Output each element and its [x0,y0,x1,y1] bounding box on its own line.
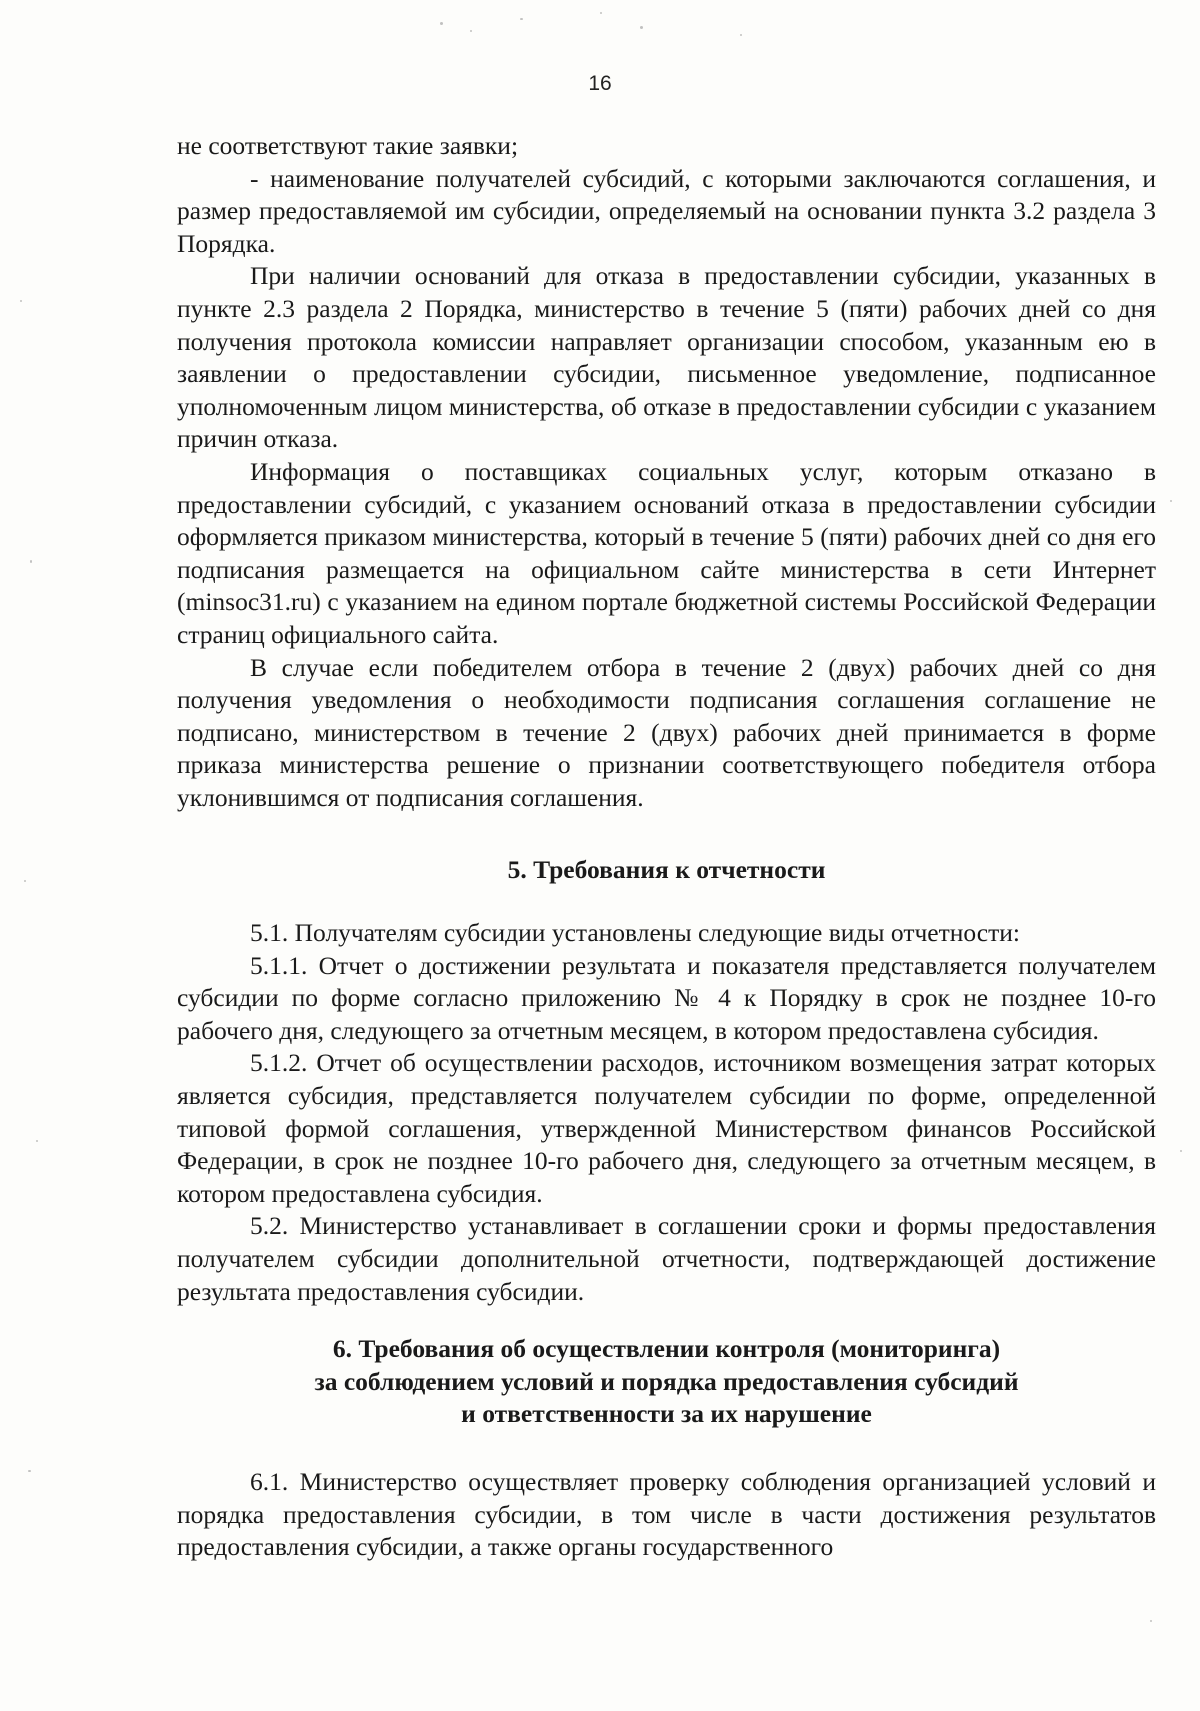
section-6-heading-line-1: 6. Требования об осуществлении контроля (мониторинга) [332,1334,1001,1364]
scan-speck [600,12,602,14]
spacer [177,887,1156,917]
paragraph-5-2: 5.2. Министерство устанавливает в соглашении сроки и формы предоставления получателем субсидии дополнительной отчетности, подтверждающей достижение результата предоставления субсидии. [177,1211,1156,1306]
paragraph-5-1: 5.1. Получателям субсидии установлены следующие виды отчетности: [250,918,1020,948]
section-6-heading-line-3: и ответственности за их нарушение [461,1399,872,1429]
paragraph-continuation: не соответствуют такие заявки; [177,131,519,160]
paragraph-recipients-list-item: - наименование получателей субсидий, с которыми заключаются соглашения, и размер предоставляемой им субсидии, определяемый на основании пункта 3.2 раздела 3 Порядка. [177,163,1156,258]
paragraph-5-1-2: 5.1.2. Отчет об осуществлении расходов, источником возмещения затрат которых является субсидия, представляется получателем субсидии по форме, определенной типовой формой соглашения, утвержденной Министерством финансов Российской Федерации, в срок не позднее 10-го рабочего дня, следующего за отчетным месяцем, в котором предоставлена субсидия. [177,1048,1156,1208]
document-body [177,130,1156,1564]
paragraph-refusal-info: Информация о поставщиках социальных услуг, которым отказано в предоставлении субсидий, с указанием оснований отказа в предоставлении субсидии оформляется приказом министерства, который в течение 5 (пяти) рабочих дней со дня его подписания размещается на официальном сайте министерства в сети Интернет (minsoc31.ru) с указанием на едином портале бюджетной системы Российской Федерации страниц официального сайта. [177,456,1156,649]
paragraph-refusal-notice: При наличии оснований для отказа в предоставлении субсидии, указанных в пункте 2.3 раздела 2 Порядка, министерство в течение 5 (пяти) рабочих дней со дня получения протокола комиссии направляет организации способом, указанным ею в заявлении о предоставлении субсидии, письменное уведомление, подписанное уполномоченным лицом министерства, об отказе в предоставлении субсидии с указанием причин отказа. [177,261,1156,454]
scan-speck [440,22,443,25]
scan-speck [1180,1150,1182,1152]
scan-speck [1170,500,1172,502]
spacer [177,1431,1156,1466]
scan-speck [20,300,22,302]
spacer [177,1308,1156,1333]
paragraph-5-1-1: 5.1.1. Отчет о достижении результата и показателя представляется получателем субсидии по форме согласно приложению № 4 к Порядку в срок не позднее 10-го рабочего дня, следующего за отчетным месяцем, в котором предоставлена субсидия. [177,950,1156,1045]
section-5-heading: 5. Требования к отчетности [507,855,826,885]
section-6-heading [177,1333,1156,1431]
section-6-heading-block [177,1333,1156,1431]
scan-speck [640,26,643,29]
scan-speck [740,34,742,36]
scan-speck [520,18,523,20]
page-number: 16 [588,72,612,95]
paragraph-winner-evasion: В случае если победителем отбора в течение 2 (двух) рабочих дней со дня получения уведомления о необходимости подписания соглашения соглашение не подписано, министерством в течение 2 (двух) рабочих дней принимается в форме приказа министерства решение о признании соответствующего победителя отбора уклонившимся от подписания соглашения. [177,652,1156,812]
paragraph-6-1: 6.1. Министерство осуществляет проверку соблюдения организацией условий и порядка предоставления субсидии, в том числе в части достижения результатов предоставления субсидии, а также органы государственного [177,1466,1156,1562]
scan-speck [1150,1620,1152,1622]
scan-speck [24,880,26,882]
scan-speck [30,560,32,563]
spacer [177,814,1156,854]
scan-speck [36,1140,38,1142]
scan-speck [470,30,472,32]
section-6-heading-line-2: за соблюдением условий и порядка предоставления субсидий [314,1366,1019,1396]
scan-speck [28,1470,31,1472]
